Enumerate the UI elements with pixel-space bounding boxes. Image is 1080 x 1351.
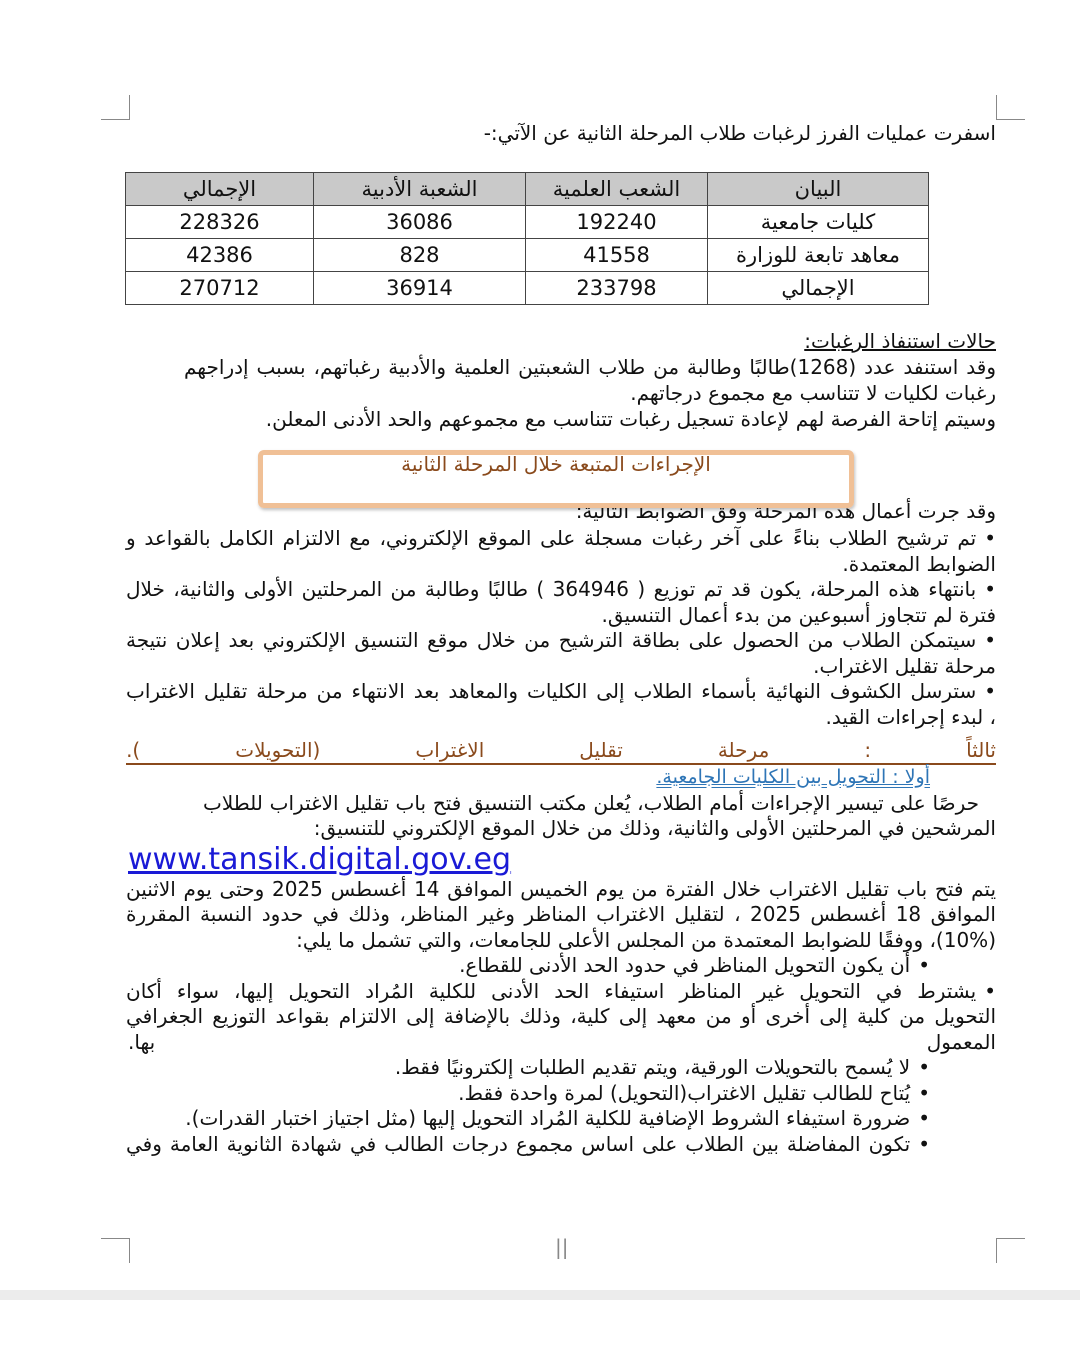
bullet-text: تم ترشيح الطلاب بناءً على آخر رغبات مسجلة على الموقع الإلكتروني، مع الالتزام الكامل بالقواعد و <box>126 526 977 550</box>
heading-word: مرحلة <box>717 738 770 762</box>
para-line: (10%)، ووفقًا للضوابط المعتمدة من المجلس الأعلى للجامعات، والتي تشمل ما يلي: <box>296 928 996 952</box>
header-cell: الشعبة الأدبية <box>314 173 526 206</box>
bullet-icon: • <box>918 1055 930 1079</box>
bullet-text: تكون المفاضلة بين الطلاب على اساس مجموع درجات الطالب في شهادة الثانوية العامة وفي <box>126 1132 911 1156</box>
page-marker: || <box>555 1235 569 1259</box>
bullet-icon: • <box>918 1106 930 1130</box>
bullet-text: يُتاح للطالب تقليل الاغتراب(التحويل) لمرة واحدة فقط. <box>458 1081 911 1105</box>
cell: كليات جامعية <box>708 206 929 239</box>
procedure-line: فترة لم تتجاوز أسبوعين من بدء أعمال التنسيق. <box>601 603 996 627</box>
corner-mark <box>101 95 130 120</box>
bullet-icon: • <box>984 979 996 1003</box>
heading-word: : <box>864 738 872 762</box>
cell: 36914 <box>314 272 526 305</box>
bullet-icon: • <box>984 679 996 703</box>
bullet-text: بانتهاء هذه المرحلة، يكون قد تم توزيع ( 364946 ) طالبًا وطالبة من المرحلتين الأولى والثانية، خلال <box>126 577 977 601</box>
bullet-text: أن يكون التحويل المناظر في حدود الحد الأدنى للقطاع. <box>459 953 911 977</box>
results-table <box>125 172 929 305</box>
bullet-text: ضرورة استيفاء الشروط الإضافية للكلية المُراد التحويل إليها (مثل اجتياز اختبار القدرات). <box>185 1106 911 1130</box>
heading-word: ثالثاً <box>966 738 996 762</box>
cell: 270712 <box>126 272 314 305</box>
exhaust-line: رغبات لكليات لا تتناسب مع مجموع درجاتهم. <box>630 381 996 405</box>
rule-bullet <box>185 1105 930 1131</box>
cell: 42386 <box>126 239 314 272</box>
procedure-line: مرحلة تقليل الاغتراب. <box>813 654 996 678</box>
bullet-icon: • <box>984 577 996 601</box>
rule-line: المعمول <box>926 1030 996 1054</box>
procedure-bullet <box>126 576 996 602</box>
section-subheading: أولا : التحويل بين الكليات الجامعية. <box>656 766 930 788</box>
tansik-link[interactable]: www.tansik.digital.gov.eg <box>128 842 512 877</box>
rule-line: التحويل من كلية إلى أخرى أو من معهد إلى كلية، وذلك بالإضافة إلى الالتزام بقواعد التوزيع الجغرافي <box>126 1004 996 1028</box>
para-line: يتم فتح باب تقليل الاغتراب خلال الفترة من يوم الخميس الموافق 14 أغسطس 2025 وحتى يوم الاثنين <box>126 877 997 901</box>
bullet-icon: • <box>918 953 930 977</box>
cell: 192240 <box>526 206 708 239</box>
bullet-icon: • <box>984 526 996 550</box>
rule-bullet <box>395 1054 930 1080</box>
section-line: المرشحين في المرحلتين الأولى والثانية، وذلك من خلال الموقع الإلكتروني للتنسيق: <box>313 816 996 840</box>
procedure-bullet <box>126 525 996 551</box>
heading-word: ). <box>126 738 141 762</box>
exhaust-line: وسيتم إتاحة الفرصة لهم لإعادة تسجيل رغبات تتناسب مع مجموعهم والحد الأدنى المعلن. <box>265 407 996 431</box>
section-three-heading <box>126 737 996 765</box>
rule-line: بها. <box>128 1030 156 1054</box>
procedures-heading: الإجراءات المتبعة خلال المرحلة الثانية <box>401 452 711 476</box>
cell: 228326 <box>126 206 314 239</box>
table-row <box>126 239 929 272</box>
intro-text: اسفرت عمليات الفرز لرغبات طلاب المرحلة الثانية عن الآتي:- <box>483 121 996 145</box>
heading-word: (التحويلات <box>235 738 321 762</box>
cell: 36086 <box>314 206 526 239</box>
page-bottom-band <box>0 1290 1080 1300</box>
header-cell: الشعب العلمية <box>526 173 708 206</box>
bullet-icon: • <box>918 1081 930 1105</box>
bullet-text: سترسل الكشوف النهائية بأسماء الطلاب إلى الكليات والمعاهد بعد الانتهاء من مرحلة تقليل الاغتراب <box>126 679 977 703</box>
rule-bullet <box>126 1131 930 1157</box>
cell: الإجمالي <box>708 272 929 305</box>
cell: 233798 <box>526 272 708 305</box>
table-row <box>126 272 929 305</box>
bullet-text: لا يُسمح بالتحويلات الورقية، ويتم تقديم الطلبات إلكترونيًا فقط. <box>394 1055 911 1079</box>
heading-word: تقليل <box>579 738 623 762</box>
bullet-text: يشترط في التحويل غير المناظر استيفاء الحد الأدنى للكلية المُراد التحويل إليها، سواء أكان <box>126 979 977 1003</box>
table-row <box>126 206 929 239</box>
table-header-row <box>126 173 929 206</box>
cell: 41558 <box>526 239 708 272</box>
exhaust-title: حالات استنفاذ الرغبات: <box>804 329 996 353</box>
heading-word: الاغتراب <box>415 738 485 762</box>
bullet-icon: • <box>918 1132 930 1156</box>
cell: معاهد تابعة للوزارة <box>708 239 929 272</box>
corner-mark <box>996 1238 1025 1263</box>
procedure-bullet <box>126 678 996 704</box>
procedure-line: ، لبدء إجراءات القيد. <box>825 705 996 729</box>
section-line: حرصًا على تيسير الإجراءات أمام الطلاب، يُعلن مكتب التنسيق فتح باب تقليل الاغتراب للطلاب <box>203 791 979 815</box>
procedures-lead: وقد جرت أعمال هذه المرحلة وفق الضوابط التالية: <box>575 499 996 523</box>
rule-bullet <box>126 978 996 1004</box>
rule-bullet <box>458 1080 930 1106</box>
cell: 828 <box>314 239 526 272</box>
corner-mark <box>996 95 1025 120</box>
procedure-line: الضوابط المعتمدة. <box>842 552 996 576</box>
bullet-icon: • <box>984 628 996 652</box>
header-cell: الإجمالي <box>126 173 314 206</box>
rule-bullet <box>459 952 930 978</box>
procedure-bullet <box>126 627 996 653</box>
corner-mark <box>101 1238 130 1263</box>
bullet-text: سيتمكن الطلاب من الحصول على بطاقة الترشيح من خلال موقع التنسيق الإلكتروني بعد إعلان نتيجة <box>126 628 977 652</box>
exhaust-line: وقد استنفد عدد (1268)طالبًا وطالبة من طلاب الشعبتين العلمية والأدبية رغباتهم، بسبب إدراجهم <box>184 355 996 379</box>
para-line: الموافق 18 أغسطس 2025 ، لتقليل الاغتراب المناظر وغير المناظر، وذلك في حدود النسبة المقررة <box>126 902 996 926</box>
header-cell: البيان <box>708 173 929 206</box>
